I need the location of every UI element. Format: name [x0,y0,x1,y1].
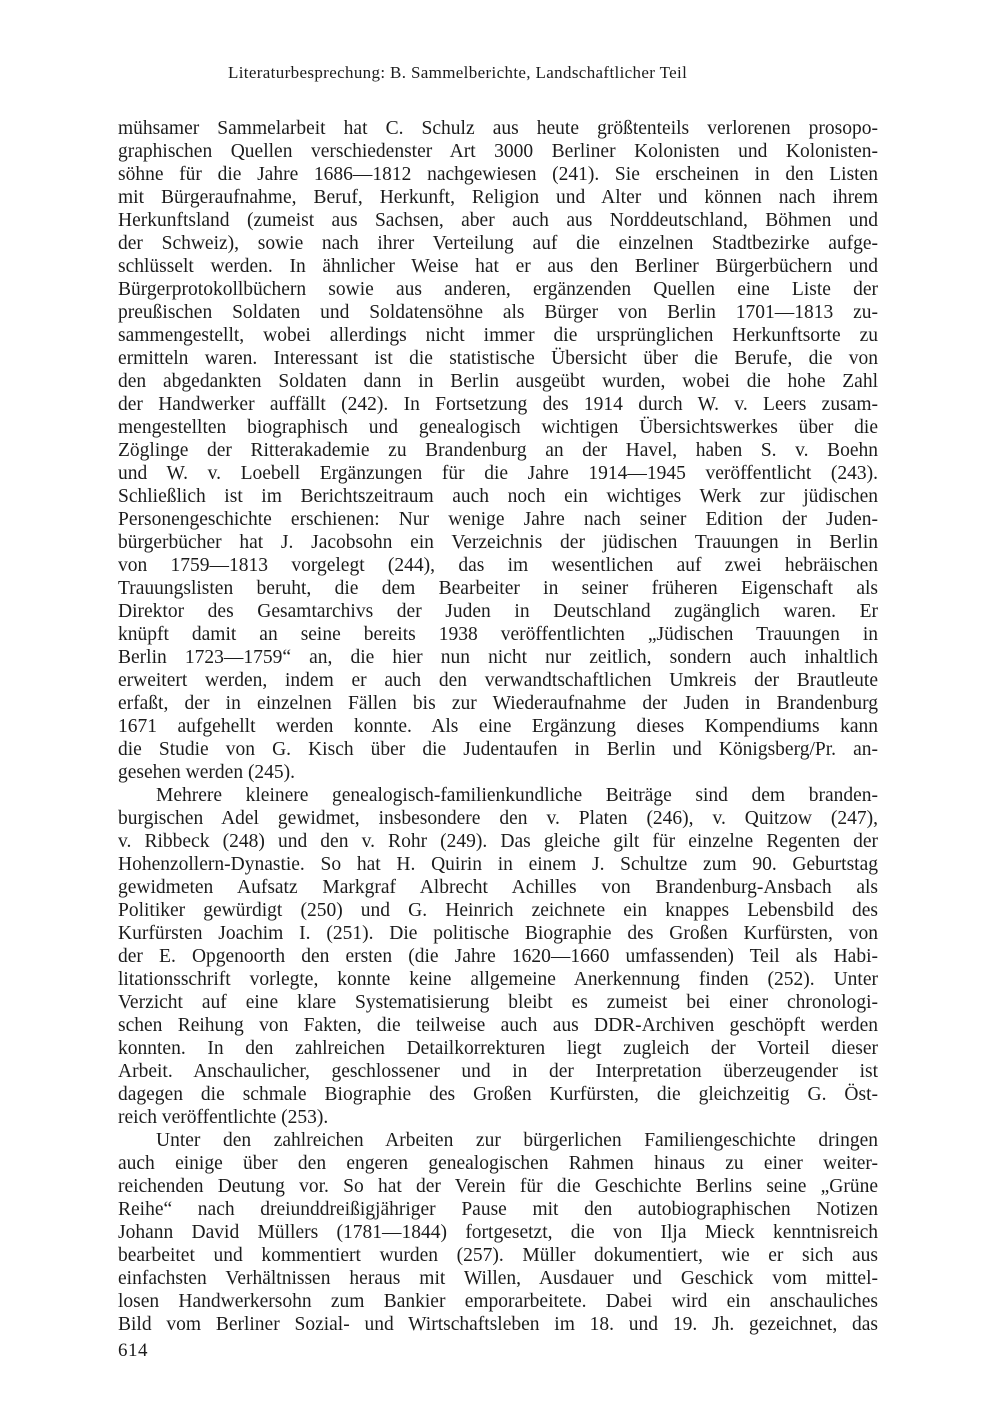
text-line: 1671 aufgehellt werden konnte. Als eine Ergänzung dieses Kompendiums kann [118,716,878,737]
body-text [118,117,878,1336]
paragraph [118,117,878,784]
text-line: erfaßt, der in einzelnen Fällen bis zur Wiederaufnahme der Juden in Brandenburg [118,693,878,714]
text-line: reichenden Deutung vor. So hat der Verein für die Geschichte Berlins seine „Grüne [118,1176,878,1197]
running-head: Literaturbesprechung: B. Sammelberichte, Landschaftlicher Teil [228,63,688,82]
text-line: Trauungslisten beruht, die dem Bearbeiter in seiner früheren Eigenschaft als [118,578,878,599]
text-line: der Schweiz), sowie nach ihrer Verteilung auf die einzelnen Stadtbezirke aufge- [118,233,878,254]
text-line: Politiker gewürdigt (250) und G. Heinrich zeichnete ein knappes Lebensbild des [118,900,878,921]
paragraph [118,1129,878,1336]
text-line: Johann David Müllers (1781—1844) fortgesetzt, die von Ilja Mieck kenntnisreich [118,1222,878,1243]
text-line: bürgerbücher hat J. Jacobsohn ein Verzeichnis der jüdischen Trauungen in Berlin [118,532,878,553]
text-line: mühsamer Sammelarbeit hat C. Schulz aus heute größtenteils verlorenen prosopo- [118,118,878,139]
text-line: erweitert werden, indem er auch den verwandtschaftlichen Umkreis der Brautleute [118,670,878,691]
text-line: söhne für die Jahre 1686—1812 nachgewiesen (241). Sie erscheinen in den Listen [118,164,878,185]
text-line: losen Handwerkersohn zum Bankier emporarbeitete. Dabei wird ein anschauliches [118,1291,878,1312]
text-line: auch einige über den engeren genealogischen Rahmen hinaus zu einer weiter- [118,1153,878,1174]
text-line: Bild vom Berliner Sozial- und Wirtschaftsleben im 18. und 19. Jh. gezeichnet, das [118,1314,878,1335]
text-line: burgischen Adel gewidmet, insbesondere den v. Platen (246), v. Quitzow (247), [118,808,878,829]
text-line: Kurfürsten Joachim I. (251). Die politische Biographie des Großen Kurfürsten, von [118,923,878,944]
text-line: v. Ribbeck (248) und den v. Rohr (249). Das gleiche gilt für einzelne Regenten der [118,831,878,852]
paragraph [118,784,878,1129]
text-line: knüpft damit an seine bereits 1938 veröffentlichten „Jüdischen Trauungen in [118,624,878,645]
text-line: schen Reihung von Fakten, die teilweise auch aus DDR-Archiven geschöpft werden [118,1015,878,1036]
text-line: reich veröffentlichte (253). [118,1107,329,1128]
text-line: Herkunftsland (zumeist aus Sachsen, aber auch aus Norddeutschland, Böhmen und [118,210,878,231]
text-line: Reihe“ nach dreiunddreißigjähriger Pause mit den autobiographischen Notizen [118,1199,878,1220]
text-line: der E. Opgenoorth den ersten (die Jahre 1620—1660 umfassenden) Teil als Habi- [118,946,878,967]
text-line: sammengestellt, wobei allerdings nicht immer die ursprünglichen Herkunftsorte zu [118,325,878,346]
text-line: Verzicht auf eine klare Systematisierung bleibt es zumeist bei einer chronologi- [118,992,878,1013]
text-line: Berlin 1723—1759“ an, die hier nun nicht nur zeitlich, sondern auch inhaltlich [118,647,878,668]
text-line: mengestellten biographisch und genealogisch wichtigen Übersichtswerkes über die [118,417,878,438]
text-line: dagegen die schmale Biographie des Großen Kurfürsten, die gleichzeitig G. Öst- [118,1084,878,1105]
text-line: konnten. In den zahlreichen Detailkorrekturen liegt zugleich der Vorteil dieser [118,1038,878,1059]
text-line: schlüsselt werden. In ähnlicher Weise hat er aus den Berliner Bürgerbüchern und [118,256,878,277]
text-line: die Studie von G. Kisch über die Judentaufen in Berlin und Königsberg/Pr. an- [118,739,878,760]
text-line: Zöglinge der Ritterakademie zu Brandenburg an der Havel, haben S. v. Boehn [118,440,878,461]
text-line: Arbeit. Anschaulicher, geschlossener und in der Interpretation überzeugender ist [118,1061,878,1082]
text-line: Schließlich ist im Berichtszeitraum auch noch ein wichtiges Werk zur jüdischen [118,486,878,507]
text-line: graphischen Quellen verschiedenster Art 3000 Berliner Kolonisten und Kolonisten- [118,141,878,162]
text-line: Direktor des Gesamtarchivs der Juden in Deutschland zugänglich waren. Er [118,601,878,622]
text-line: Personengeschichte erschienen: Nur wenige Jahre nach seiner Edition der Juden- [118,509,878,530]
text-line: und W. v. Loebell Ergänzungen für die Jahre 1914—1945 veröffentlicht (243). [118,463,878,484]
text-line: bearbeitet und kommentiert wurden (257). Müller dokumentiert, wie er sich aus [118,1245,878,1266]
text-line: den abgedankten Soldaten dann in Berlin ausgeübt wurden, wobei die hohe Zahl [118,371,878,392]
text-line: Mehrere kleinere genealogisch-familienkundliche Beiträge sind dem branden- [156,785,878,806]
text-line: einfachsten Verhältnissen heraus mit Willen, Ausdauer und Geschick vom mittel- [118,1268,878,1289]
text-line: litationsschrift vorlegte, konnte keine allgemeine Anerkennung finden (252). Unter [118,969,878,990]
text-line: der Handwerker auffällt (242). In Fortsetzung des 1914 durch W. v. Leers zusam- [118,394,878,415]
page-number: 614 [118,1340,148,1361]
text-line: von 1759—1813 vorgelegt (244), das im wesentlichen auf zwei hebräischen [118,555,878,576]
text-line: Hohenzollern-Dynastie. So hat H. Quirin in einem J. Schultze zum 90. Geburtstag [118,854,878,875]
text-line: Bürgerprotokollbüchern sowie aus anderen, ergänzenden Quellen eine Liste der [118,279,878,300]
text-line: gesehen werden (245). [118,762,296,783]
text-line: preußischen Soldaten und Soldatensöhne als Bürger von Berlin 1701—1813 zu- [118,302,878,323]
text-line: mit Bürgeraufnahme, Beruf, Herkunft, Religion und Alter und können nach ihrem [118,187,878,208]
text-line: ermitteln waren. Interessant ist die statistische Übersicht über die Berufe, die von [118,348,878,369]
text-line: gewidmeten Aufsatz Markgraf Albrecht Achilles von Brandenburg-Ansbach als [118,877,878,898]
text-line: Unter den zahlreichen Arbeiten zur bürgerlichen Familiengeschichte dringen [156,1130,878,1151]
